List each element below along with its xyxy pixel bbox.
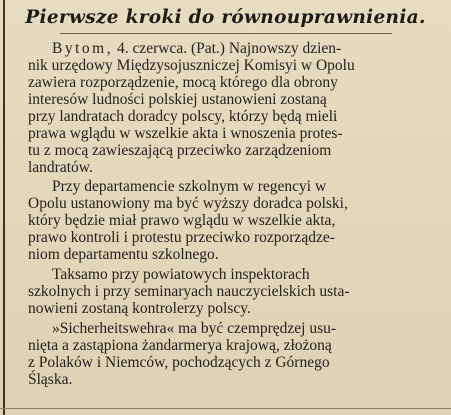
body-line: prawo kontroli i protestu przeciwko rozporządze- — [28, 229, 335, 246]
dateline-city: Bytom, — [52, 40, 114, 57]
body-line: tu z mocą zawieszającą przeciwko zarządzeniom — [28, 142, 332, 159]
body-line: Taksamo przy powiatowych inspektorach — [52, 266, 310, 283]
body-line: Przy departamencie szkolnym w regencyi w — [52, 178, 327, 195]
body-line: nowieni zostaną kontrolerzy polscy. — [28, 300, 251, 317]
body-line: nik urzędowy Międzysojuszniczej Komisyi w Opolu — [28, 57, 355, 74]
dateline-rest: 4. czerwca. (Pat.) Najnowszy dzien- — [113, 40, 342, 57]
body-line: niom departamentu szkolnego. — [28, 246, 219, 263]
body-line: zawiera rozporządzenie, mocą którego dla obrony — [28, 74, 338, 91]
body-line: Śląska. — [28, 371, 73, 388]
column-rule — [3, 0, 5, 415]
body-line: szkolnych i przy seminaryach nauczycielskich usta- — [28, 283, 350, 300]
body-line: z Polaków i Niemców, pochodzących z Górnego — [28, 354, 330, 371]
body-line: który będzie miał prawo wglądu w wszelkie akta, — [28, 212, 336, 229]
body-line: »Sicherheitswehra« ma być czemprędzej usu- — [52, 320, 337, 337]
body-line: landratów. — [28, 159, 93, 176]
page-edge-line — [0, 408, 451, 409]
article-first-line — [52, 40, 341, 57]
headline-underline — [60, 33, 392, 34]
body-line: prawa wglądu w wszelkie akta i wnoszenia protes- — [28, 125, 343, 142]
body-line: nięta a zastąpiona żandarmerya krajową, złożoną — [28, 337, 332, 354]
body-line: interesów ludności polskiej ustanowieni zostaną — [28, 91, 327, 108]
body-line: Opolu ustanowiony ma być wyższy doradca polski, — [28, 195, 348, 212]
article-headline: Pierwsze kroki do równouprawnienia. — [25, 6, 426, 28]
body-line: przy landratach doradcy polscy, którzy będą mieli — [28, 108, 338, 125]
